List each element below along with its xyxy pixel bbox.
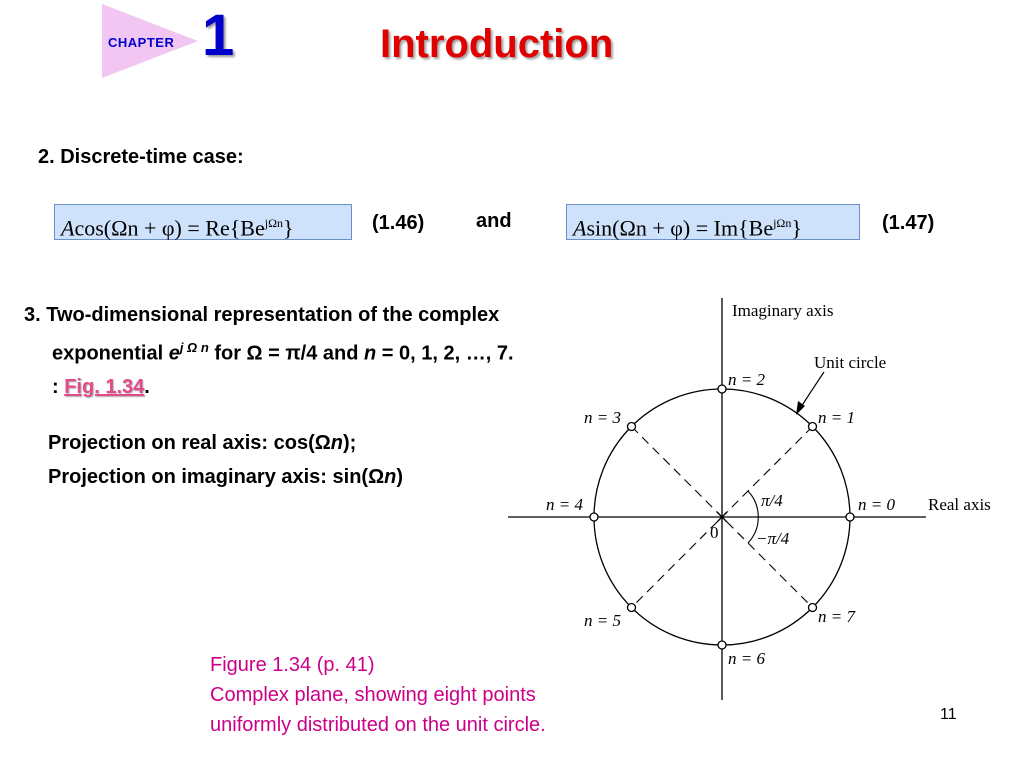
point-n4 — [590, 513, 598, 521]
point-n7 — [809, 604, 817, 612]
equation-number-1-46: (1.46) — [372, 212, 425, 234]
point-n2 — [718, 385, 726, 393]
label-n7: n = 7 — [818, 607, 855, 626]
equation-1-46: $Acos(\Omega n + \varphi) = Re\{Be^{j\Omega n}\}$ — [54, 204, 352, 240]
label-n1: n = 1 — [818, 408, 855, 427]
figure-caption-line2: uniformly distributed on the unit circle. — [210, 714, 546, 736]
and-connector: and — [476, 210, 512, 232]
origin-label: 0 — [710, 523, 719, 542]
section2-heading: 2. Discrete-time case: — [38, 146, 244, 168]
slide-title: Introduction — [380, 22, 614, 66]
chapter-number: 1 — [202, 3, 235, 68]
label-n5: n = 5 — [584, 611, 621, 630]
point-n6 — [718, 641, 726, 649]
label-n6: n = 6 — [728, 649, 765, 668]
angle-pos-label: π/4 — [761, 491, 783, 510]
label-n2: n = 2 — [728, 370, 765, 389]
real-axis-label: Real axis — [928, 495, 991, 514]
point-n5 — [628, 604, 636, 612]
imaginary-axis-label: Imaginary axis — [732, 301, 834, 320]
section3-line2: exponential $e^{j \Omega n}$ for Ω = π/4 and n = 0, 1, 2, …, 7. — [52, 340, 514, 365]
chapter-label: CHAPTER — [108, 35, 175, 50]
figure-caption-line1: Complex plane, showing eight points — [210, 684, 536, 706]
unit-circle-arrow — [799, 372, 824, 410]
projection-real: Projection on real axis: cos(Ωn); — [48, 432, 357, 454]
point-n0 — [846, 513, 854, 521]
equation-1-47: $Asin(\Omega n + \varphi) = Im\{Be^{j\Omega n}\}$ — [566, 204, 860, 240]
angle-neg-label: −π/4 — [756, 529, 790, 548]
section3-line1: 3. Two-dimensional representation of the complex — [24, 304, 500, 326]
point-n3 — [628, 423, 636, 431]
section3-line3: : Fig. 1.34. — [52, 376, 150, 398]
complex-plane-figure — [506, 290, 1006, 702]
point-n1 — [809, 423, 817, 431]
figure-link[interactable]: Fig. 1.34 — [64, 376, 145, 398]
page-number: 11 — [940, 706, 957, 723]
label-n3: n = 3 — [584, 408, 621, 427]
unit-circle-label: Unit circle — [814, 353, 887, 372]
figure-caption-title: Figure 1.34 (p. 41) — [210, 654, 375, 676]
label-n4: n = 4 — [546, 495, 583, 514]
projection-imaginary: Projection on imaginary axis: sin(Ωn) — [48, 466, 404, 488]
label-n0: n = 0 — [858, 495, 895, 514]
equation-number-1-47: (1.47) — [882, 212, 935, 234]
